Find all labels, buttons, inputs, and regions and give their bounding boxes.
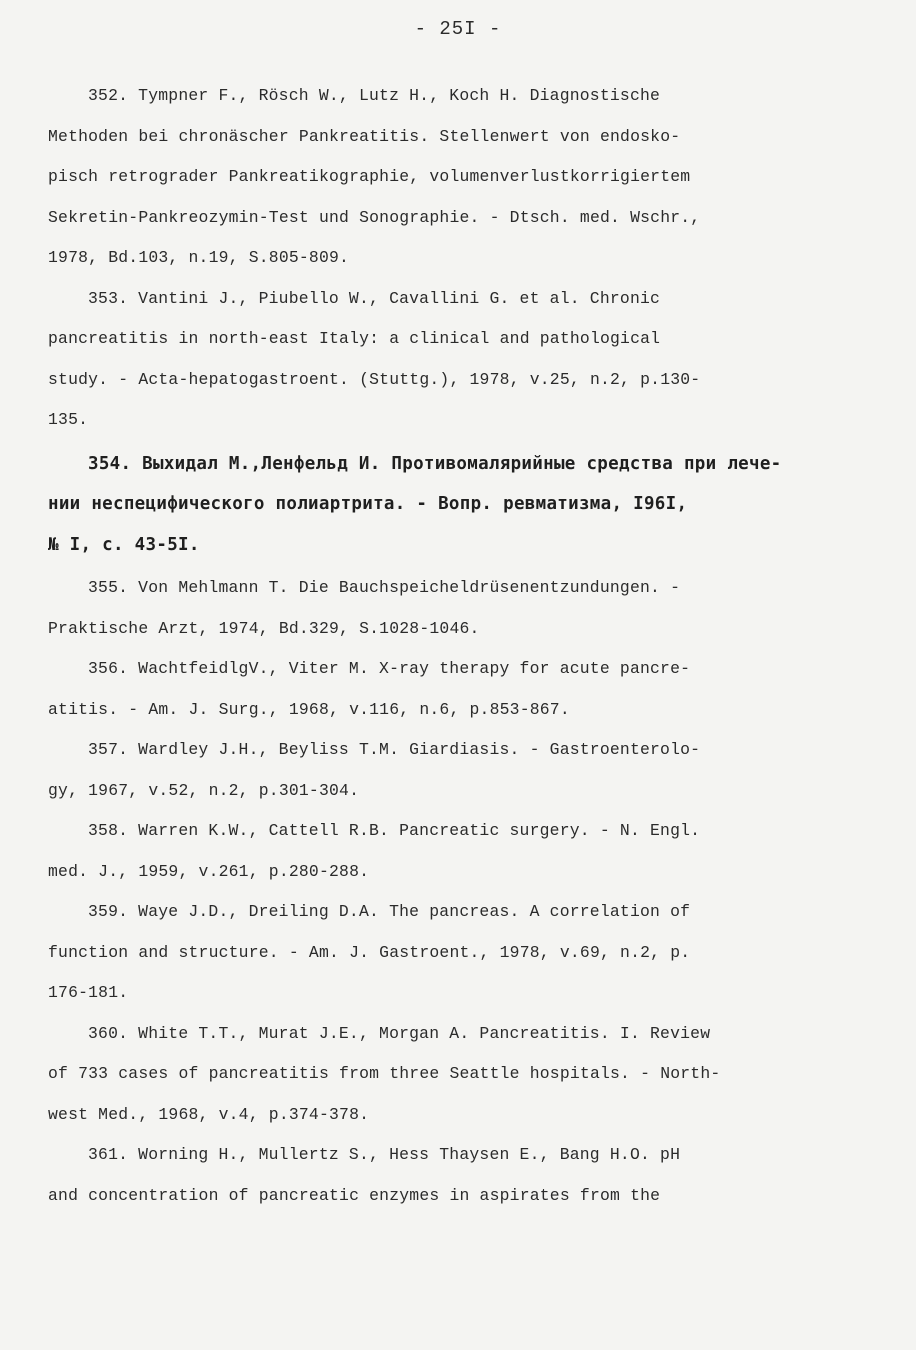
reference-line: med. J., 1959, v.261, p.280-288.	[48, 861, 370, 881]
reference-356	[48, 649, 848, 730]
reference-359	[48, 892, 848, 1014]
reference-line: 357. Wardley J.H., Beyliss T.M. Giardiasis. - Gastroenterolo-	[88, 740, 701, 759]
reference-352	[48, 76, 848, 279]
reference-line: 358. Warren K.W., Cattell R.B. Pancreatic surgery. - N. Engl.	[88, 821, 701, 840]
reference-358	[48, 811, 848, 892]
reference-353	[48, 279, 848, 441]
reference-line: Praktische Arzt, 1974, Bd.329, S.1028-1046.	[48, 618, 480, 638]
reference-line: Sekretin-Pankreozymin-Test und Sonographie. - Dtsch. med. Wschr.,	[48, 207, 701, 227]
reference-354	[48, 444, 848, 566]
reference-line: № I, с. 43-5I.	[48, 534, 200, 555]
reference-line: нии неспецифического полиартрита. - Вопр. ревматизма, I96I,	[48, 494, 688, 514]
reference-line: 356. WachtfeidlgV., Viter M. X-ray therapy for acute pancre-	[88, 659, 691, 678]
reference-line: pancreatitis in north-east Italy: a clinical and pathological	[48, 329, 661, 348]
reference-line: 353. Vantini J., Piubello W., Cavallini G. et al. Chronic	[88, 288, 661, 308]
reference-list	[48, 76, 848, 1216]
reference-line: west Med., 1968, v.4, p.374-378.	[48, 1104, 370, 1124]
reference-line: study. - Acta-hepatogastroent. (Stuttg.), 1978, v.25, n.2, p.130-	[48, 369, 701, 389]
reference-line: Methoden bei chronäscher Pankreatitis. Stellenwert von endosko-	[48, 126, 681, 146]
reference-line: 354. Выхидал М.,Ленфельд И. Противомалярийные средства при лече-	[88, 453, 782, 474]
page-number: - 25I -	[414, 18, 502, 40]
reference-line: 360. White T.T., Murat J.E., Morgan A. Pancreatitis. I. Review	[88, 1023, 711, 1043]
reference-355	[48, 568, 848, 649]
reference-line: and concentration of pancreatic enzymes in aspirates from the	[48, 1185, 661, 1205]
reference-line: function and structure. - Am. J. Gastroent., 1978, v.69, n.2, p.	[48, 942, 691, 962]
reference-line: 352. Tympner F., Rösch W., Lutz H., Koch H. Diagnostische	[88, 86, 661, 105]
reference-line: atitis. - Am. J. Surg., 1968, v.116, n.6, p.853-867.	[48, 699, 570, 719]
reference-line: 355. Von Mehlmann T. Die Bauchspeicheldrüsenentzundungen. -	[88, 578, 681, 597]
reference-line: 176-181.	[48, 983, 129, 1002]
reference-line: 359. Waye J.D., Dreiling D.A. The pancreas. A correlation of	[88, 902, 691, 921]
reference-line: 1978, Bd.103, n.19, S.805-809.	[48, 248, 350, 267]
reference-line: 135.	[48, 410, 89, 429]
reference-357	[48, 730, 848, 811]
reference-361	[48, 1135, 848, 1216]
reference-360	[48, 1014, 848, 1136]
reference-line: gy, 1967, v.52, n.2, p.301-304.	[48, 780, 360, 800]
reference-line: of 733 cases of pancreatitis from three Seattle hospitals. - North-	[48, 1064, 721, 1083]
reference-line: 361. Worning H., Mullertz S., Hess Thaysen E., Bang H.O. pH	[88, 1145, 681, 1164]
reference-line: pisch retrograder Pankreatikographie, volumenverlustkorrigiertem	[48, 167, 691, 186]
